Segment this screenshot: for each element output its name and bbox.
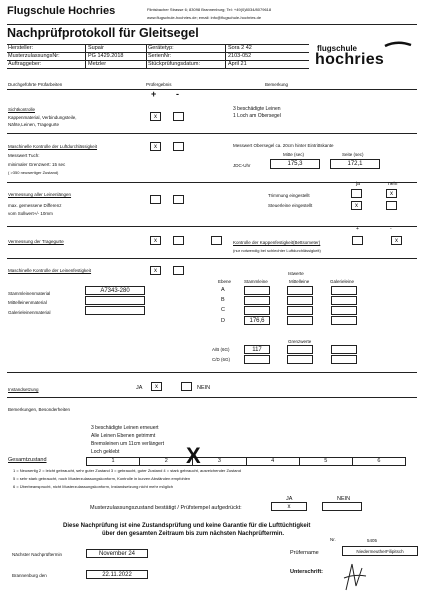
auftraggeber-value: Metzler <box>88 61 107 67</box>
luft-seite-value[interactable]: 172,1 <box>330 159 380 169</box>
trage-plus-checkbox[interactable]: x <box>150 236 161 245</box>
luft-minus-checkbox[interactable] <box>173 142 184 151</box>
leinen-plus-checkbox[interactable]: x <box>150 266 161 275</box>
grade-mark: X <box>186 443 201 468</box>
instand-nein-checkbox[interactable] <box>181 382 192 391</box>
grade-5[interactable]: 5 <box>300 458 353 465</box>
leinen-minus-checkbox[interactable] <box>173 266 184 275</box>
galerie-b-value[interactable] <box>331 296 357 305</box>
grade-2[interactable]: 2 <box>140 458 193 465</box>
sicht-plus-checkbox[interactable]: x <box>150 112 161 121</box>
bem-title: Bemerkungen, Besonderheiten <box>8 407 71 412</box>
mittel-a-value[interactable] <box>287 286 313 295</box>
mittel-c-value[interactable] <box>287 306 313 315</box>
geraetetyp-value: Sora 2 42 <box>228 45 252 51</box>
luft-title: Maschinelle Kontrolle der Luftdurchlässigkeit <box>8 144 98 149</box>
mittel-d-value[interactable] <box>287 316 313 325</box>
school-address: Flintsbacher Strasse 6; 83098 Brannenburg; Tel: +49(0)8034/8079618 <box>147 7 272 12</box>
muster-ja-checkbox[interactable]: x <box>271 502 307 511</box>
grenzwert-cd-mittel[interactable] <box>287 355 313 364</box>
galerie-a-value[interactable] <box>331 286 357 295</box>
muster-label: Musterzulassungszustand bestätigt / Prüfstempel aufgedrückt: <box>90 505 242 511</box>
date-field[interactable]: 22.11.2022 <box>86 570 148 579</box>
col-bemerkung: Bemerkung <box>265 82 289 87</box>
grenzwert-ab-mittel[interactable] <box>287 345 313 354</box>
steuer-nein-checkbox[interactable] <box>386 201 397 210</box>
school-name: Flugschule Hochries <box>7 5 116 17</box>
document-title: Nachprüfprotokoll für Gleitsegel <box>7 26 199 40</box>
col-pruefarbeiten: Durchgeführte Prüfarbeiten <box>8 82 63 87</box>
grenzwert-cd-stamm[interactable] <box>244 355 270 364</box>
school-contact: www.flugschule-hochries.de; email: info@flugschule-hochries.de <box>147 15 262 20</box>
gesamt-title: Gesamtzustand <box>8 457 47 463</box>
hochries-logo: flugschule hochries <box>315 40 417 70</box>
trage-minus-checkbox[interactable] <box>173 236 184 245</box>
stamm-b-value[interactable] <box>244 296 270 305</box>
notice-line1: Diese Nachprüfung ist eine Zustandsprüfung und keine Garantie für die Lufttüchtigkeit <box>63 523 311 529</box>
sicht-title: Sichtkontrolle <box>8 107 36 112</box>
kappe-minus-checkbox[interactable]: x <box>391 236 402 245</box>
vermess-minus-checkbox[interactable] <box>173 195 184 204</box>
mittel-material-field[interactable] <box>85 296 145 305</box>
grade-3[interactable]: 3 <box>193 458 246 465</box>
trim-ja-checkbox[interactable] <box>351 189 362 198</box>
grenzwert-cd-galerie[interactable] <box>331 355 357 364</box>
grenzwert-ab-galerie[interactable] <box>331 345 357 354</box>
instand-title: Instandsetzung <box>8 387 39 392</box>
sicht-minus-checkbox[interactable] <box>173 112 184 121</box>
galerie-c-value[interactable] <box>331 306 357 315</box>
muster-nein-checkbox[interactable] <box>322 502 362 511</box>
luft-plus-checkbox[interactable]: x <box>150 142 161 151</box>
next-date-field[interactable]: November 24 <box>86 549 148 558</box>
leinen-title: Maschinelle Kontrolle der Leinenfestigkeit <box>8 268 92 273</box>
stamm-c-value[interactable] <box>244 306 270 315</box>
trim-nein-checkbox[interactable]: x <box>386 189 397 198</box>
kappe-title: Kontrolle der Kappenfestigkeit(Bettsometer) <box>233 240 321 245</box>
protocol-number: 5405 <box>367 538 378 543</box>
grenzwert-ab-stamm[interactable]: 117 <box>244 345 270 354</box>
notice-line2: über den gesamten Zeitraum bis zum nächsten Nachprüftermin. <box>102 531 285 537</box>
instand-ja-checkbox[interactable]: x <box>151 382 162 391</box>
trage-title: Vermessung der Tragegurte <box>8 239 64 244</box>
stueckpruefung-value: April 21 <box>228 61 247 67</box>
vermess-title: Vermessung aller Leinenlängen <box>8 192 72 197</box>
trage-extra-checkbox[interactable] <box>211 236 222 245</box>
steuer-ja-checkbox[interactable]: x <box>351 201 362 210</box>
gesamt-scale <box>86 457 406 466</box>
stamm-material-field[interactable]: A7343-280 <box>85 286 145 295</box>
grade-1[interactable]: 1 <box>87 458 140 465</box>
musterzulassung-value: PG 1429.2018 <box>88 53 124 59</box>
luft-mitte-value[interactable]: 175,3 <box>270 159 320 169</box>
pruefer-field[interactable]: NiedermeutherFilipitsch <box>342 546 418 556</box>
signature <box>340 560 370 594</box>
minus-header: - <box>176 89 179 99</box>
hersteller-value: Supair <box>88 45 104 51</box>
galerie-material-field[interactable] <box>85 306 145 315</box>
col-ergebnis: Prüfergebnis <box>146 82 172 87</box>
mittel-b-value[interactable] <box>287 296 313 305</box>
kappe-plus-checkbox[interactable] <box>352 236 363 245</box>
stamm-a-value[interactable] <box>244 286 270 295</box>
stamm-d-value[interactable]: 176,6 <box>244 316 270 325</box>
vermess-plus-checkbox[interactable] <box>150 195 161 204</box>
grade-4[interactable]: 4 <box>247 458 300 465</box>
plus-header: + <box>151 89 157 99</box>
grade-6[interactable]: 6 <box>377 458 381 464</box>
galerie-d-value[interactable] <box>331 316 357 325</box>
seriennr-value: 2103-052 <box>228 53 252 59</box>
